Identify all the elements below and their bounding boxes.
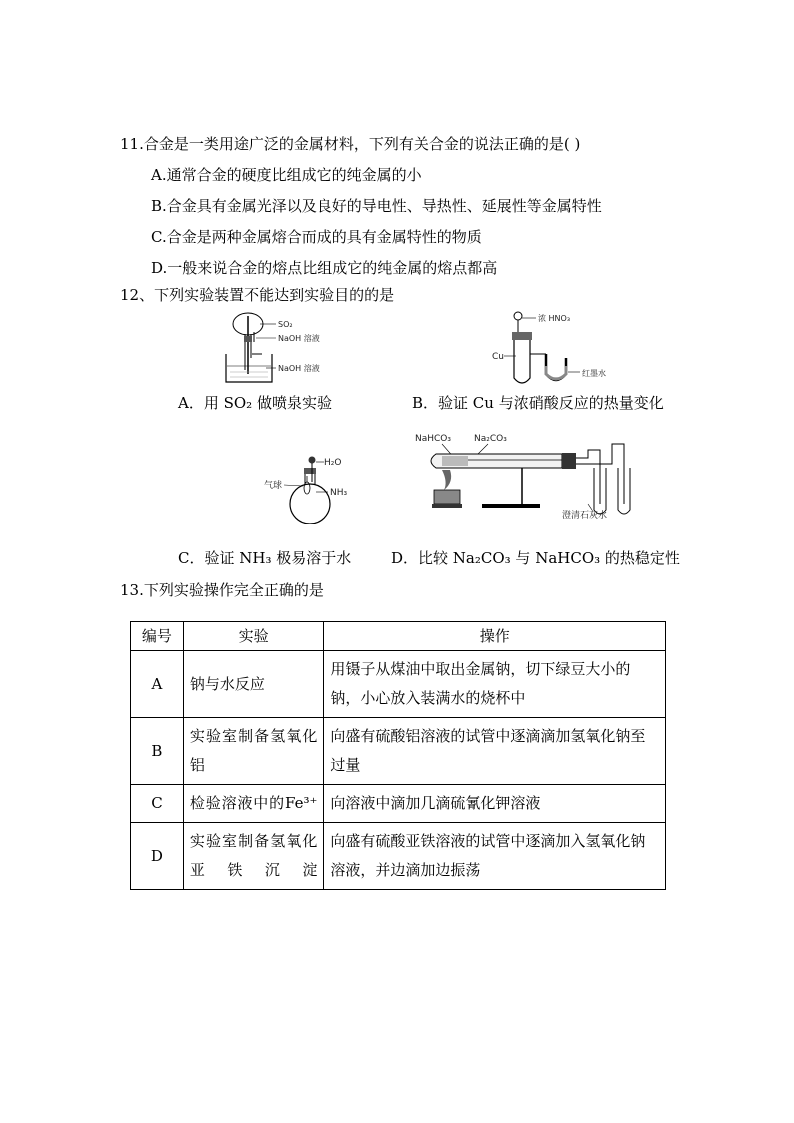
operations-table [130, 621, 666, 890]
caption-a: A．用 SO₂ 做喷泉实验 [178, 394, 332, 412]
header-operation: 操作 [324, 622, 666, 651]
row-id: C [131, 785, 184, 823]
row-operation: 向溶液中滴加几滴硫氰化钾溶液 [324, 785, 666, 823]
fig-c-label-h2o: H₂O [324, 458, 342, 468]
caption-d: D．比较 Na₂CO₃ 与 NaHCO₃ 的热稳定性 [391, 549, 680, 567]
q11-option-a: A.通常合金的硬度比组成它的纯金属的小 [151, 166, 422, 184]
row-operation: 向盛有硫酸铝溶液的试管中逐滴滴加氢氧化钠至过量 [324, 718, 666, 785]
q11-stem: 11.合金是一类用途广泛的金属材料，下列有关合金的说法正确的是( ) [120, 135, 581, 153]
row-id: D [131, 823, 184, 890]
q13-stem: 13.下列实验操作完全正确的是 [120, 581, 324, 599]
table-header-row [131, 622, 666, 651]
row-experiment: 实验室制备氢氧化亚铁沉淀 [183, 823, 324, 890]
fig-b-label-cu: Cu [492, 352, 504, 362]
figure-b-copper-nitric-acid [490, 308, 640, 390]
row-experiment: 实验室制备氢氧化铝 [183, 718, 324, 785]
table-row [131, 823, 666, 890]
row-operation: 用镊子从煤油中取出金属钠，切下绿豆大小的钠，小心放入装满水的烧杯中 [324, 651, 666, 718]
q11-option-d: D.一般来说合金的熔点比组成它的纯金属的熔点都高 [151, 259, 498, 277]
q11-option-c: C.合金是两种金属熔合而成的具有金属特性的物质 [151, 228, 482, 246]
fig-a-label-naoh-beaker: NaOH 溶液 [278, 364, 320, 373]
table-row [131, 718, 666, 785]
table-row [131, 651, 666, 718]
row-experiment: 检验溶液中的Fe³⁺ [183, 785, 324, 823]
fig-a-label-naoh-top: NaOH 溶液 [278, 334, 320, 343]
fig-b-label-red-ink: 红墨水 [582, 369, 606, 378]
row-id: B [131, 718, 184, 785]
figure-d-carbonate-stability [412, 430, 644, 522]
figure-c-ammonia-balloon [258, 452, 368, 524]
table-row [131, 785, 666, 823]
figure-a-fountain-apparatus [210, 310, 370, 386]
header-experiment: 实验 [183, 622, 324, 651]
row-id: A [131, 651, 184, 718]
caption-c: C．验证 NH₃ 极易溶于水 [178, 549, 352, 567]
header-id: 编号 [131, 622, 184, 651]
fig-b-label-hno3: 浓 HNO₃ [538, 314, 571, 323]
fig-d-label-limewater: 澄清石灰水 [562, 511, 608, 521]
q12-stem: 12、下列实验装置不能达到实验目的的是 [120, 286, 395, 304]
row-operation: 向盛有硫酸亚铁溶液的试管中逐滴加入氢氧化钠溶液，并边滴加边振荡 [324, 823, 666, 890]
fig-c-label-nh3: NH₃ [330, 488, 348, 498]
row-experiment: 钠与水反应 [183, 651, 324, 718]
caption-b: B．验证 Cu 与浓硝酸反应的热量变化 [412, 394, 664, 412]
fig-c-label-balloon: 气球 [264, 481, 283, 491]
q11-option-b: B.合金具有金属光泽以及良好的导电性、导热性、延展性等金属特性 [151, 197, 602, 215]
fig-d-label-na2co3: Na₂CO₃ [474, 434, 507, 444]
fig-a-label-so2: SO₂ [278, 320, 293, 329]
fig-d-label-nahco3: NaHCO₃ [415, 434, 451, 444]
